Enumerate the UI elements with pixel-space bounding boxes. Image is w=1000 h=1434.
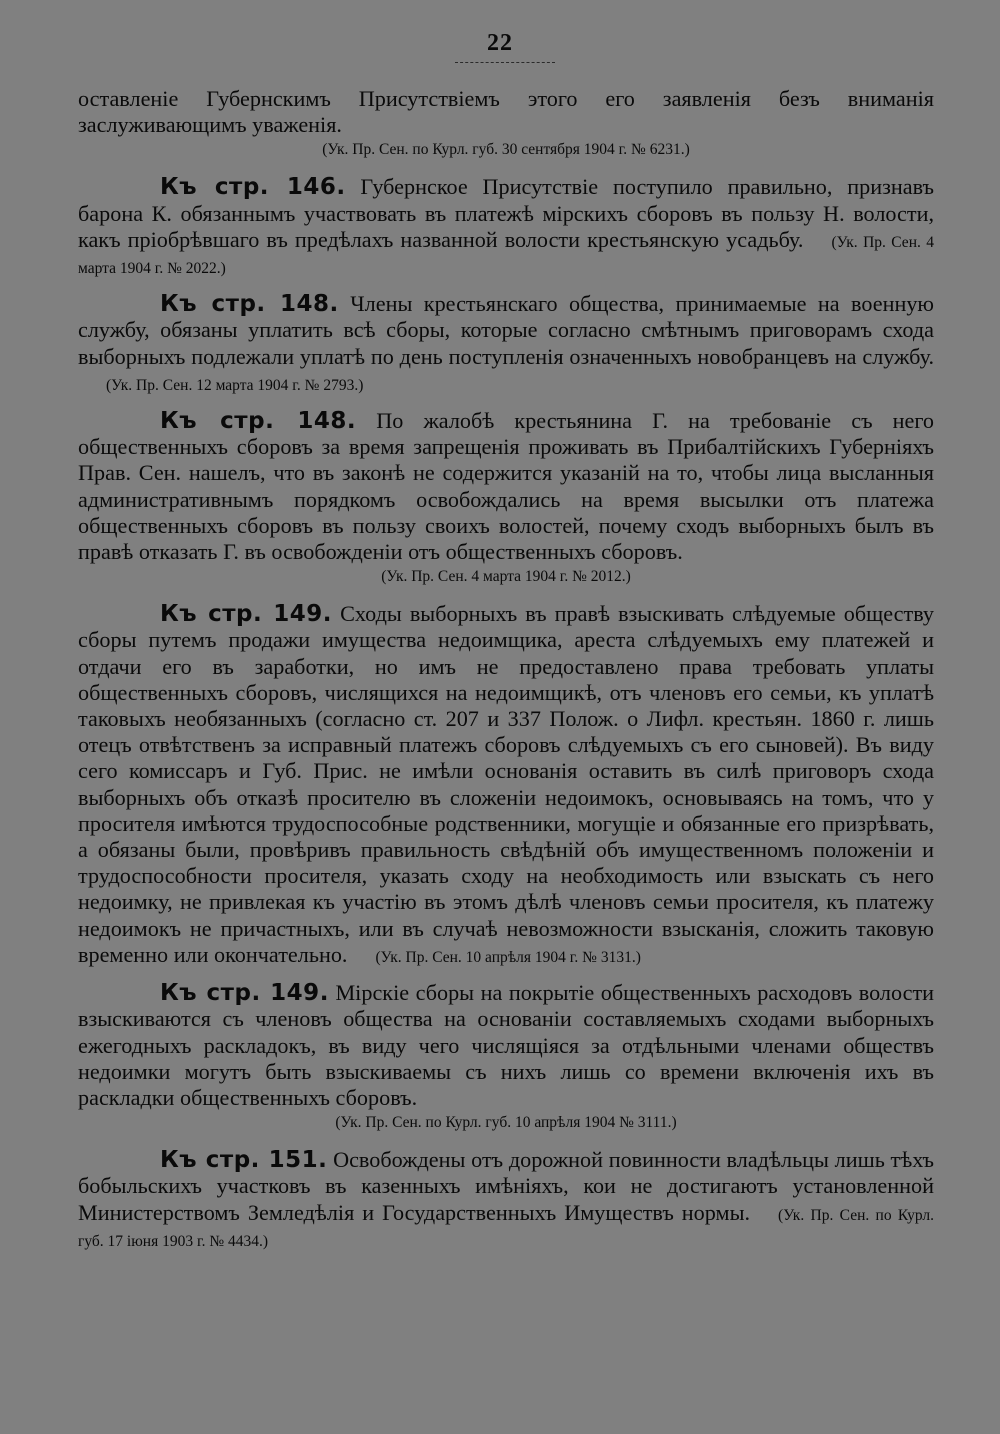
paragraph-text bbox=[78, 86, 934, 138]
citation: (Ук. Пр. Сен. по Курл. губ. 17 іюня 1903 г. № 4434.) bbox=[78, 1206, 934, 1250]
paragraph-block-6 bbox=[78, 1147, 934, 1252]
paragraph-text bbox=[78, 291, 934, 396]
paragraph-text bbox=[78, 174, 934, 279]
citation: (Ук. Пр. Сен. 4 марта 1904 г. № 2012.) bbox=[381, 568, 631, 586]
page-reference-heading: Къ стр. 148. bbox=[160, 408, 357, 435]
paragraph-block-3 bbox=[78, 408, 934, 587]
paragraph-block-4 bbox=[78, 601, 934, 968]
page-reference-heading: Къ стр. 148. bbox=[160, 291, 339, 318]
paragraph-block-1 bbox=[78, 174, 934, 279]
page-reference-heading: Къ стр. 146. bbox=[160, 174, 346, 201]
page-body bbox=[78, 86, 934, 1264]
paragraph-body: По жалобѣ крестьянина Г. на требованіе съ него общественныхъ сборовъ за время запрещенія проживать въ Прибалтійскихъ Губерніяхъ Прав. Сен. нашелъ, что въ законѣ не содержится указаній на то, чтобы лица высланныя административнымъ порядкомъ освобождались на время высылки отъ платежа общественныхъ сборовъ въ пользу своихъ волостей, почему сходъ выборныхъ былъ въ правѣ отказать Г. въ освобожденіи отъ общественныхъ сборовъ. bbox=[78, 408, 935, 565]
paragraph-block-5 bbox=[78, 980, 934, 1133]
citation: (Ук. Пр. Сен. по Курл. губ. 10 апрѣля 1904 № 3111.) bbox=[335, 1114, 677, 1132]
citation: (Ук. Пр. Сен. 4 марта 1904 г. № 2022.) bbox=[78, 233, 935, 278]
paragraph-block-2 bbox=[78, 291, 934, 396]
paragraph-text bbox=[78, 408, 934, 565]
page-reference-heading: Къ стр. 151. bbox=[160, 1147, 328, 1174]
page-reference-heading: Къ стр. 149. bbox=[160, 601, 333, 628]
page-number: 22 bbox=[487, 30, 513, 56]
paragraph-body: Мірскіе сборы на покрытіе общественныхъ расходовъ волости взыскиваются съ членовъ общества на основаніи составляемыхъ сходами выборныхъ ежегодныхъ раскладокъ, въ виду чего числящіяся за отдѣльными членами обществъ недоимки могутъ быть взыскиваемы съ нихъ лишь со времени включенія ихъ въ раскладки общественныхъ сборовъ. bbox=[78, 980, 935, 1110]
paragraph-text bbox=[78, 980, 934, 1111]
paragraph-block-0 bbox=[78, 86, 934, 160]
paragraph-text bbox=[78, 601, 934, 968]
paragraph-text bbox=[78, 1147, 934, 1252]
citation: (Ук. Пр. Сен. 12 марта 1904 г. № 2793.) bbox=[106, 376, 364, 394]
paragraph-body: Освобождены отъ дорожной повинности владѣльцы лишь тѣхъ бобыльскихъ участковъ въ казенныхъ имѣніяхъ, кои не достигаютъ установленной Министерствомъ Земледѣлія и Государственныхъ Имуществъ нормы. bbox=[78, 1147, 935, 1225]
paragraph-body: Сходы выборныхъ въ правѣ взыскивать слѣдуемые обществу сборы путемъ продажи имущества недоимщика, ареста слѣдуемыхъ ему платежей и отдачи его въ заработки, но имъ не предоставлено права требовать уплаты общественныхъ сборовъ, числящихся на недоимщикѣ, отъ членовъ его семьи, къ уплатѣ таковыхъ необязанныхъ (согласно ст. 207 и 337 Полож. о Лифл. крестьян. 1860 г. лишь отецъ отвѣтственъ за исправный платежъ сборовъ слѣдуемыхъ съ его сыновей). Въ виду сего комиссаръ и Губ. Прис. не имѣли основанія оставить въ силѣ приговоръ схода выборныхъ объ отказѣ просителю въ сложеніи недоимокъ, основываясь на томъ, что у просителя имѣются трудоспособные родственники, могущіе и обязанные его призрѣвать, а обязаны были, провѣривъ правильность свѣдѣній объ имущественномъ положеніи и трудоспособности просителя, указать сходу на необходимость или взыскать съ него недоимку, не привлекая къ участію въ этомъ дѣлѣ членовъ семьи просителя, къ платежу недоимокъ не причастныхъ, или въ случаѣ невозможности взысканія, сложить таковую временно или окончательно. bbox=[78, 601, 935, 967]
paragraph-body: Губернское Присутствіе поступило правильно, признавъ барона К. обязаннымъ участвовать въ платежѣ мірскихъ сборовъ въ пользу Н. волости, какъ пріобрѣвшаго въ предѣлахъ названной волости крестьянскую усадьбу. bbox=[78, 174, 934, 252]
citation: (Ук. Пр. Сен. 10 апрѣля 1904 г. № 3131.) bbox=[375, 948, 641, 966]
citation: (Ук. Пр. Сен. по Курл. губ. 30 сентября 1904 г. № 6231.) bbox=[322, 141, 690, 159]
paragraph-body: Члены крестьянскаго общества, принимаемые на военную службу, обязаны уплатить всѣ сборы, которые согласно смѣтнымъ приговорамъ схода выборныхъ подлежали уплатѣ по день поступленія означенныхъ новобранцевъ на службу. bbox=[78, 291, 934, 369]
page-number-rule bbox=[455, 62, 555, 63]
paragraph-body: оставленіе Губернскимъ Присутствіемъ этого его заявленія безъ вниманія заслуживающимъ уваженія. bbox=[78, 86, 934, 138]
page-reference-heading: Къ стр. 149. bbox=[160, 980, 329, 1007]
